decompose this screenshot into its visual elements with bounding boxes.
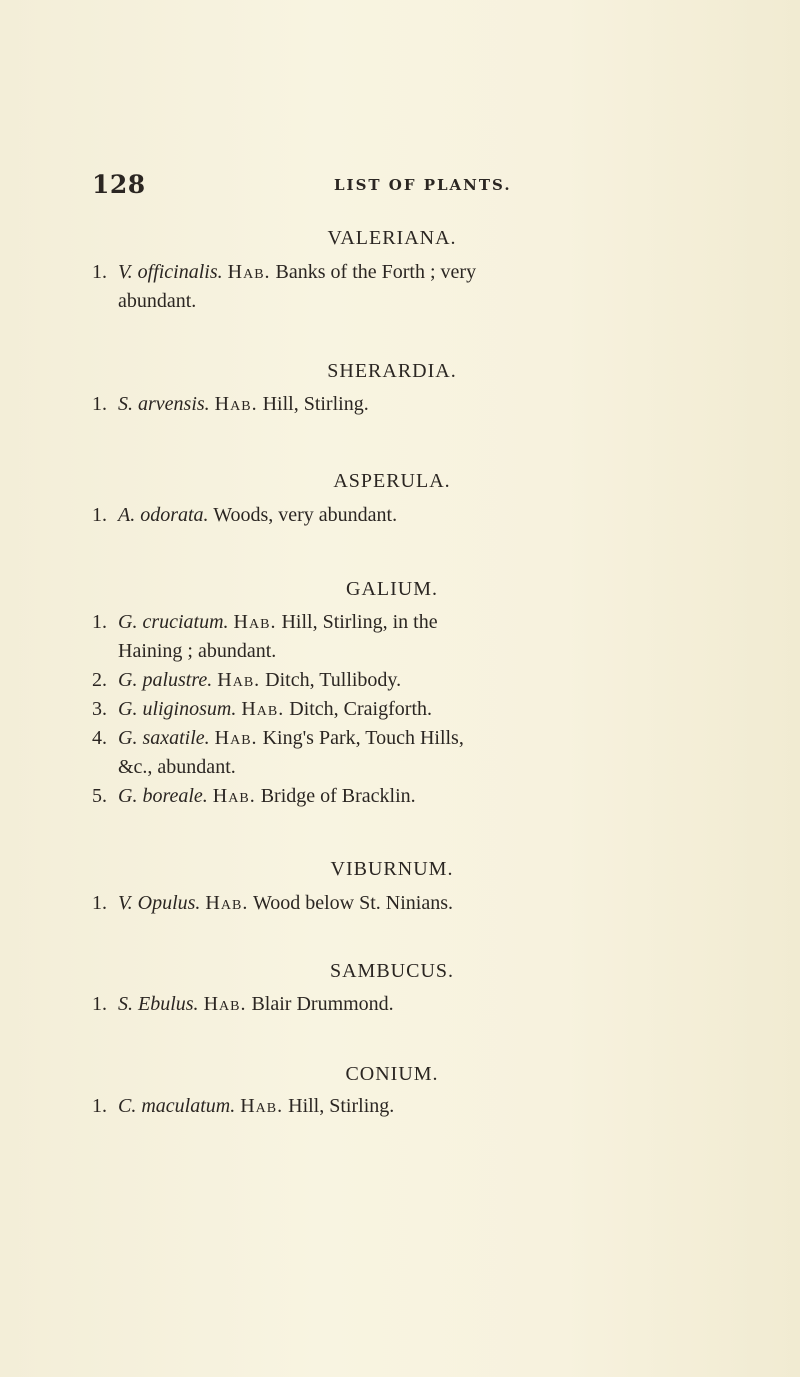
species-entry bbox=[92, 501, 712, 530]
entry-number: 1. bbox=[92, 1095, 107, 1117]
genus-heading-viburnum: VIBURNUM. bbox=[330, 858, 454, 880]
habitat-text: Hill, Stirling. bbox=[288, 1095, 395, 1117]
entry-number: 1. bbox=[92, 261, 107, 283]
habitat-label: Hab. bbox=[203, 993, 247, 1015]
genus-heading-sherardia: SHERARDIA. bbox=[327, 360, 457, 382]
species-name: A. odorata. bbox=[118, 504, 209, 526]
habitat-label: Hab. bbox=[240, 1095, 284, 1117]
habitat-label: Hab. bbox=[214, 393, 258, 415]
species-name: V. Opulus. bbox=[118, 892, 201, 914]
habitat-text: King's Park, Touch Hills, bbox=[262, 727, 464, 749]
habitat-text: Hill, Stirling, in the bbox=[281, 611, 438, 633]
habitat-text: Bridge of Bracklin. bbox=[260, 785, 416, 807]
habitat-text: Hill, Stirling. bbox=[262, 393, 369, 415]
species-name: G. boreale. bbox=[118, 785, 208, 807]
entry-number: 3. bbox=[92, 698, 107, 720]
habitat-label: Hab. bbox=[233, 611, 277, 633]
species-name: G. saxatile. bbox=[118, 727, 210, 749]
running-title: LIST OF PLANTS. bbox=[334, 176, 512, 194]
habitat-text: Banks of the Forth ; very bbox=[275, 261, 477, 283]
species-name: S. arvensis. bbox=[118, 393, 210, 415]
habitat-text: Ditch, Tullibody. bbox=[265, 669, 402, 691]
genus-heading-valeriana: VALERIANA. bbox=[327, 227, 457, 249]
habitat-label: Hab. bbox=[227, 261, 271, 283]
habitat-continuation: Haining ; abundant. bbox=[118, 640, 277, 662]
species-name: G. palustre. bbox=[118, 669, 213, 691]
habitat-label: Hab. bbox=[241, 698, 285, 720]
habitat-text: Wood below St. Ninians. bbox=[252, 892, 454, 914]
species-name: V. officinalis. bbox=[118, 261, 223, 283]
entry-number: 1. bbox=[92, 611, 107, 633]
running-head bbox=[92, 170, 572, 200]
species-entry bbox=[92, 1092, 712, 1121]
species-entry bbox=[92, 990, 712, 1019]
species-entry bbox=[92, 889, 712, 918]
habitat-label: Hab. bbox=[214, 727, 258, 749]
entry-number: 1. bbox=[92, 393, 107, 415]
habitat-text: Blair Drummond. bbox=[251, 993, 394, 1015]
habitat-text: Ditch, Craigforth. bbox=[289, 698, 432, 720]
habitat-continuation: abundant. bbox=[118, 290, 197, 312]
habitat-text: Woods, very abundant. bbox=[213, 504, 398, 526]
species-name: G. uliginosum. bbox=[118, 698, 237, 720]
habitat-label: Hab. bbox=[205, 892, 249, 914]
entry-number: 1. bbox=[92, 892, 107, 914]
entry-number: 1. bbox=[92, 504, 107, 526]
entry-number: 5. bbox=[92, 785, 107, 807]
entry-number: 4. bbox=[92, 727, 107, 749]
species-name: S. Ebulus. bbox=[118, 993, 199, 1015]
habitat-label: Hab. bbox=[212, 785, 256, 807]
habitat-continuation: &c., abundant. bbox=[118, 756, 236, 778]
species-name: G. cruciatum. bbox=[118, 611, 229, 633]
genus-heading-conium: CONIUM. bbox=[345, 1063, 439, 1085]
entry-number: 2. bbox=[92, 669, 107, 691]
genus-heading-sambucus: SAMBUCUS. bbox=[329, 960, 455, 982]
page-number: 128 bbox=[92, 170, 146, 199]
species-name: C. maculatum. bbox=[118, 1095, 236, 1117]
species-entry bbox=[92, 258, 712, 316]
genus-heading-galium: GALIUM. bbox=[346, 578, 438, 600]
entry-number: 1. bbox=[92, 993, 107, 1015]
habitat-label: Hab. bbox=[217, 669, 261, 691]
genus-heading-asperula: ASPERULA. bbox=[333, 470, 451, 492]
species-entry bbox=[92, 390, 712, 419]
species-entry bbox=[92, 608, 712, 811]
